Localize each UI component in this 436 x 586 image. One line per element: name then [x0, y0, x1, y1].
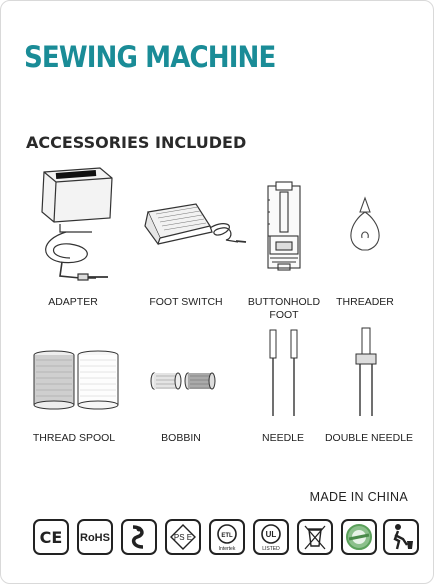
made-in-label: MADE IN CHINA	[309, 490, 408, 504]
rohs-mark-icon	[77, 519, 113, 555]
ce-text: CE	[39, 528, 63, 547]
eco-seal-icon	[341, 519, 377, 555]
cqc-mark-icon	[121, 519, 157, 555]
etl-mark-icon	[209, 519, 245, 555]
accessory-label: ADAPTER	[48, 296, 98, 308]
accessory-label: FOOT SWITCH	[149, 296, 223, 308]
ul-mark-icon	[253, 519, 289, 555]
accessory-label: BOBBIN	[161, 432, 201, 444]
accessory-label: BUTTONHOLD FOOT	[247, 296, 321, 321]
certification-row	[33, 519, 413, 559]
recycle-figure-icon	[383, 519, 419, 555]
accessory-label: NEEDLE	[261, 432, 304, 444]
ce-mark-icon	[33, 519, 69, 555]
svg-text:LISTED: LISTED	[262, 546, 280, 552]
weee-bin-icon	[297, 519, 333, 555]
pse-mark-icon	[165, 519, 201, 555]
rohs-text: RoHS	[80, 532, 110, 544]
accessory-label: THREADER	[336, 296, 394, 308]
accessory-label: THREAD SPOOL	[32, 432, 116, 444]
page-title: SEWING MACHINE	[24, 40, 276, 74]
svg-text:UL: UL	[265, 530, 277, 539]
svg-text:Intertek: Intertek	[218, 546, 236, 552]
svg-text:ETL: ETL	[221, 533, 233, 539]
accessory-label: DOUBLE NEEDLE	[324, 432, 414, 444]
pse-text: PS E	[173, 533, 193, 542]
section-title: ACCESSORIES INCLUDED	[26, 133, 247, 152]
